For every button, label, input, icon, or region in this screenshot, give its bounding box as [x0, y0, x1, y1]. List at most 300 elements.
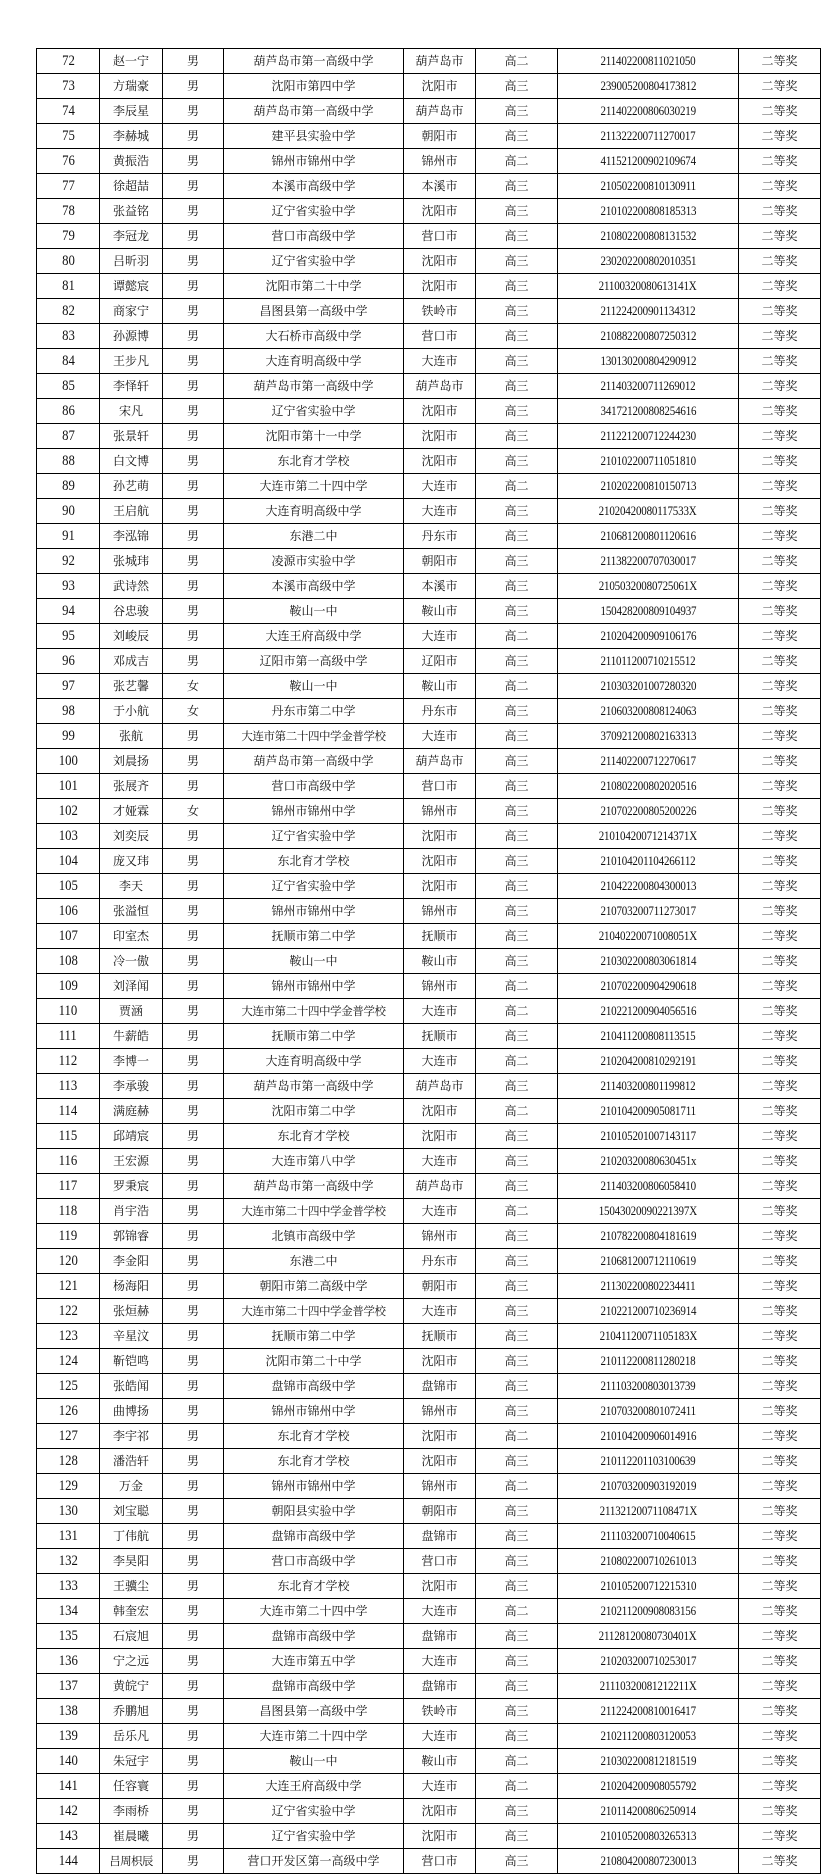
cell-grade: 高三	[476, 699, 558, 724]
cell-award: 二等奖	[739, 1049, 821, 1074]
cell-school: 本溪市高级中学	[224, 574, 404, 599]
cell-gender: 男	[163, 549, 224, 574]
table-row	[37, 1774, 821, 1799]
cell-number: 93	[37, 574, 100, 599]
cell-gender: 男	[163, 999, 224, 1024]
cell-school: 大连市第二十四中学金普学校	[224, 724, 404, 749]
cell-name: 张益铭	[100, 199, 163, 224]
cell-grade: 高二	[476, 674, 558, 699]
cell-school: 东北育才学校	[224, 1449, 404, 1474]
cell-school: 沈阳市第二中学	[224, 1099, 404, 1124]
cell-city: 沈阳市	[404, 1449, 476, 1474]
cell-award: 二等奖	[739, 1649, 821, 1674]
cell-name: 李天	[100, 874, 163, 899]
cell-id-number: 211402200811021050	[558, 49, 739, 74]
table-row	[37, 1074, 821, 1099]
cell-city: 大连市	[404, 1049, 476, 1074]
cell-city: 锦州市	[404, 974, 476, 999]
cell-gender: 男	[163, 1199, 224, 1224]
cell-number: 121	[37, 1274, 100, 1299]
cell-school: 鞍山一中	[224, 1749, 404, 1774]
cell-name: 丁伟航	[100, 1524, 163, 1549]
cell-grade: 高三	[476, 124, 558, 149]
cell-grade: 高三	[476, 1149, 558, 1174]
cell-id-number: 211103200710040615	[558, 1524, 739, 1549]
cell-award: 二等奖	[739, 524, 821, 549]
cell-id-number: 21100320080613141X	[558, 274, 739, 299]
cell-id-number: 210802200808131532	[558, 224, 739, 249]
cell-award: 二等奖	[739, 1174, 821, 1199]
cell-award: 二等奖	[739, 424, 821, 449]
cell-grade: 高三	[476, 724, 558, 749]
cell-grade: 高三	[476, 1724, 558, 1749]
award-list-table	[36, 48, 821, 1874]
table-row	[37, 749, 821, 774]
cell-gender: 男	[163, 649, 224, 674]
cell-award: 二等奖	[739, 1274, 821, 1299]
table-body	[37, 49, 821, 1874]
cell-city: 营口市	[404, 224, 476, 249]
table-row	[37, 924, 821, 949]
cell-gender: 男	[163, 474, 224, 499]
cell-gender: 男	[163, 1524, 224, 1549]
cell-city: 辽阳市	[404, 649, 476, 674]
cell-school: 葫芦岛市第一高级中学	[224, 99, 404, 124]
cell-id-number: 210411200808113515	[558, 1024, 739, 1049]
cell-grade: 高三	[476, 324, 558, 349]
cell-grade: 高三	[476, 1124, 558, 1149]
cell-id-number: 210112200811280218	[558, 1349, 739, 1374]
cell-grade: 高三	[476, 1799, 558, 1824]
cell-name: 才娅霖	[100, 799, 163, 824]
cell-id-number: 341721200808254616	[558, 399, 739, 424]
cell-number: 131	[37, 1524, 100, 1549]
cell-gender: 男	[163, 1599, 224, 1624]
cell-award: 二等奖	[739, 74, 821, 99]
cell-award: 二等奖	[739, 1449, 821, 1474]
table-row	[37, 999, 821, 1024]
cell-school: 东北育才学校	[224, 1424, 404, 1449]
cell-name: 刘宝聪	[100, 1499, 163, 1524]
cell-school: 昌图县第一高级中学	[224, 1699, 404, 1724]
cell-gender: 男	[163, 849, 224, 874]
cell-number: 97	[37, 674, 100, 699]
cell-id-number: 211403200801199812	[558, 1074, 739, 1099]
cell-school: 大连王府高级中学	[224, 1774, 404, 1799]
cell-city: 大连市	[404, 1649, 476, 1674]
cell-name: 李昊阳	[100, 1549, 163, 1574]
cell-grade: 高二	[476, 999, 558, 1024]
cell-city: 盘锦市	[404, 1674, 476, 1699]
cell-grade: 高三	[476, 599, 558, 624]
cell-gender: 男	[163, 174, 224, 199]
cell-number: 76	[37, 149, 100, 174]
cell-id-number: 211402200712270617	[558, 749, 739, 774]
cell-school: 营口市高级中学	[224, 1549, 404, 1574]
table-row	[37, 524, 821, 549]
cell-city: 丹东市	[404, 524, 476, 549]
cell-school: 大石桥市高级中学	[224, 324, 404, 349]
cell-number: 108	[37, 949, 100, 974]
cell-city: 本溪市	[404, 574, 476, 599]
cell-award: 二等奖	[739, 499, 821, 524]
cell-grade: 高三	[476, 1674, 558, 1699]
cell-id-number: 130130200804290912	[558, 349, 739, 374]
table-row	[37, 1349, 821, 1374]
cell-city: 朝阳市	[404, 124, 476, 149]
table-row	[37, 1624, 821, 1649]
table-row	[37, 1724, 821, 1749]
cell-city: 大连市	[404, 474, 476, 499]
cell-number: 99	[37, 724, 100, 749]
table-row	[37, 1224, 821, 1249]
cell-city: 沈阳市	[404, 74, 476, 99]
cell-name: 王宏源	[100, 1149, 163, 1174]
cell-name: 万金	[100, 1474, 163, 1499]
cell-award: 二等奖	[739, 449, 821, 474]
cell-grade: 高三	[476, 849, 558, 874]
cell-award: 二等奖	[739, 549, 821, 574]
table-row	[37, 499, 821, 524]
cell-award: 二等奖	[739, 724, 821, 749]
cell-gender: 女	[163, 699, 224, 724]
cell-city: 大连市	[404, 1149, 476, 1174]
cell-id-number: 21040220071008051X	[558, 924, 739, 949]
cell-number: 77	[37, 174, 100, 199]
cell-city: 沈阳市	[404, 874, 476, 899]
table-row	[37, 349, 821, 374]
cell-school: 沈阳市第四中学	[224, 74, 404, 99]
cell-award: 二等奖	[739, 1099, 821, 1124]
cell-city: 大连市	[404, 1724, 476, 1749]
cell-gender: 男	[163, 1174, 224, 1199]
cell-name: 张景轩	[100, 424, 163, 449]
cell-number: 113	[37, 1074, 100, 1099]
cell-id-number: 210703200903192019	[558, 1474, 739, 1499]
cell-school: 葫芦岛市第一高级中学	[224, 49, 404, 74]
cell-number: 117	[37, 1174, 100, 1199]
cell-number: 98	[37, 699, 100, 724]
cell-id-number: 210204200909106176	[558, 624, 739, 649]
cell-gender: 男	[163, 49, 224, 74]
cell-name: 韩奎宏	[100, 1599, 163, 1624]
cell-id-number: 210102200711051810	[558, 449, 739, 474]
cell-id-number: 21020420080117533X	[558, 499, 739, 524]
table-row	[37, 1124, 821, 1149]
cell-id-number: 370921200802163313	[558, 724, 739, 749]
table-row	[37, 899, 821, 924]
cell-award: 二等奖	[739, 899, 821, 924]
cell-city: 沈阳市	[404, 824, 476, 849]
cell-city: 沈阳市	[404, 849, 476, 874]
cell-award: 二等奖	[739, 1149, 821, 1174]
cell-id-number: 210104201104266112	[558, 849, 739, 874]
cell-city: 葫芦岛市	[404, 1074, 476, 1099]
cell-school: 抚顺市第二中学	[224, 1324, 404, 1349]
cell-gender: 男	[163, 1624, 224, 1649]
cell-number: 111	[37, 1024, 100, 1049]
cell-id-number: 210681200712110619	[558, 1249, 739, 1274]
cell-gender: 男	[163, 1399, 224, 1424]
cell-number: 78	[37, 199, 100, 224]
cell-gender: 男	[163, 749, 224, 774]
cell-city: 大连市	[404, 1774, 476, 1799]
cell-name: 印室杰	[100, 924, 163, 949]
cell-number: 86	[37, 399, 100, 424]
cell-award: 二等奖	[739, 1574, 821, 1599]
cell-name: 李冠龙	[100, 224, 163, 249]
cell-city: 盘锦市	[404, 1524, 476, 1549]
cell-school: 大连市第五中学	[224, 1649, 404, 1674]
table-row	[37, 1274, 821, 1299]
table-row	[37, 174, 821, 199]
cell-id-number: 211011200710215512	[558, 649, 739, 674]
cell-city: 丹东市	[404, 699, 476, 724]
cell-number: 133	[37, 1574, 100, 1599]
cell-number: 141	[37, 1774, 100, 1799]
cell-gender: 男	[163, 1049, 224, 1074]
cell-grade: 高三	[476, 824, 558, 849]
cell-gender: 男	[163, 624, 224, 649]
cell-award: 二等奖	[739, 1349, 821, 1374]
cell-number: 104	[37, 849, 100, 874]
cell-name: 刘泽闻	[100, 974, 163, 999]
table-row	[37, 424, 821, 449]
cell-id-number: 210303201007280320	[558, 674, 739, 699]
cell-number: 119	[37, 1224, 100, 1249]
cell-id-number: 210202200810150713	[558, 474, 739, 499]
table-row	[37, 149, 821, 174]
table-row	[37, 1749, 821, 1774]
cell-city: 朝阳市	[404, 1274, 476, 1299]
cell-school: 大连市第二十四中学	[224, 1599, 404, 1624]
cell-number: 91	[37, 524, 100, 549]
cell-name: 乔鹏旭	[100, 1699, 163, 1724]
table-row	[37, 1249, 821, 1274]
cell-grade: 高三	[476, 1024, 558, 1049]
cell-school: 昌图县第一高级中学	[224, 299, 404, 324]
cell-city: 锦州市	[404, 149, 476, 174]
cell-name: 李雨桥	[100, 1799, 163, 1824]
cell-number: 125	[37, 1374, 100, 1399]
cell-award: 二等奖	[739, 999, 821, 1024]
cell-gender: 男	[163, 824, 224, 849]
cell-city: 沈阳市	[404, 274, 476, 299]
cell-school: 朝阳市第二高级中学	[224, 1274, 404, 1299]
table-row	[37, 599, 821, 624]
cell-grade: 高二	[476, 1774, 558, 1799]
cell-city: 鞍山市	[404, 1749, 476, 1774]
cell-grade: 高二	[476, 49, 558, 74]
cell-school: 沈阳市第二十中学	[224, 274, 404, 299]
cell-gender: 男	[163, 1249, 224, 1274]
cell-school: 凌源市实验中学	[224, 549, 404, 574]
cell-gender: 男	[163, 1474, 224, 1499]
cell-number: 102	[37, 799, 100, 824]
cell-id-number: 210782200804181619	[558, 1224, 739, 1249]
cell-award: 二等奖	[739, 1424, 821, 1449]
cell-number: 80	[37, 249, 100, 274]
cell-grade: 高三	[476, 1449, 558, 1474]
cell-id-number: 210221200710236914	[558, 1299, 739, 1324]
cell-award: 二等奖	[739, 1824, 821, 1849]
cell-school: 丹东市第二中学	[224, 699, 404, 724]
cell-city: 本溪市	[404, 174, 476, 199]
cell-gender: 男	[163, 949, 224, 974]
cell-gender: 男	[163, 1274, 224, 1299]
cell-award: 二等奖	[739, 699, 821, 724]
cell-number: 134	[37, 1599, 100, 1624]
cell-grade: 高二	[476, 624, 558, 649]
cell-name: 徐超喆	[100, 174, 163, 199]
table-row	[37, 1699, 821, 1724]
cell-grade: 高三	[476, 649, 558, 674]
cell-school: 营口开发区第一高级中学	[224, 1849, 404, 1874]
cell-city: 锦州市	[404, 1224, 476, 1249]
cell-id-number: 210681200801120616	[558, 524, 739, 549]
cell-school: 大连市第八中学	[224, 1149, 404, 1174]
cell-id-number: 15043020090221397X	[558, 1199, 739, 1224]
cell-name: 刘峻辰	[100, 624, 163, 649]
cell-school: 抚顺市第二中学	[224, 1024, 404, 1049]
cell-grade: 高二	[476, 149, 558, 174]
cell-grade: 高三	[476, 1299, 558, 1324]
table-row	[37, 1024, 821, 1049]
cell-award: 二等奖	[739, 1374, 821, 1399]
cell-number: 89	[37, 474, 100, 499]
table-row	[37, 624, 821, 649]
cell-school: 朝阳县实验中学	[224, 1499, 404, 1524]
cell-number: 81	[37, 274, 100, 299]
cell-city: 丹东市	[404, 1249, 476, 1274]
cell-city: 沈阳市	[404, 1124, 476, 1149]
cell-grade: 高三	[476, 1399, 558, 1424]
cell-award: 二等奖	[739, 1624, 821, 1649]
cell-name: 黄皖宁	[100, 1674, 163, 1699]
cell-gender: 男	[163, 1024, 224, 1049]
cell-award: 二等奖	[739, 874, 821, 899]
cell-grade: 高二	[476, 1474, 558, 1499]
cell-gender: 男	[163, 374, 224, 399]
cell-grade: 高三	[476, 524, 558, 549]
cell-school: 鞍山一中	[224, 599, 404, 624]
cell-school: 锦州市锦州中学	[224, 1474, 404, 1499]
cell-name: 李赫城	[100, 124, 163, 149]
cell-gender: 男	[163, 899, 224, 924]
cell-gender: 男	[163, 1549, 224, 1574]
cell-school: 盘锦市高级中学	[224, 1674, 404, 1699]
cell-school: 大连育明高级中学	[224, 1049, 404, 1074]
cell-grade: 高三	[476, 74, 558, 99]
cell-number: 109	[37, 974, 100, 999]
cell-award: 二等奖	[739, 1599, 821, 1624]
cell-gender: 男	[163, 449, 224, 474]
table-row	[37, 1549, 821, 1574]
cell-gender: 男	[163, 124, 224, 149]
cell-grade: 高三	[476, 1499, 558, 1524]
cell-gender: 男	[163, 1749, 224, 1774]
cell-award: 二等奖	[739, 1324, 821, 1349]
table-row	[37, 1599, 821, 1624]
cell-id-number: 210703200711273017	[558, 899, 739, 924]
cell-grade: 高三	[476, 1524, 558, 1549]
cell-city: 葫芦岛市	[404, 99, 476, 124]
cell-school: 大连市第二十四中学	[224, 1724, 404, 1749]
table-row	[37, 1324, 821, 1349]
cell-number: 100	[37, 749, 100, 774]
cell-name: 刘奕辰	[100, 824, 163, 849]
cell-school: 营口市高级中学	[224, 774, 404, 799]
table-row	[37, 1499, 821, 1524]
cell-name: 贾涵	[100, 999, 163, 1024]
cell-award: 二等奖	[739, 474, 821, 499]
cell-name: 辛星汶	[100, 1324, 163, 1349]
cell-name: 肖宇浩	[100, 1199, 163, 1224]
cell-number: 72	[37, 49, 100, 74]
cell-id-number: 210102200808185313	[558, 199, 739, 224]
cell-name: 谭懿宸	[100, 274, 163, 299]
cell-award: 二等奖	[739, 1124, 821, 1149]
cell-gender: 男	[163, 499, 224, 524]
cell-id-number: 210804200807230013	[558, 1849, 739, 1874]
cell-school: 沈阳市第二十中学	[224, 1349, 404, 1374]
cell-city: 沈阳市	[404, 1824, 476, 1849]
cell-city: 沈阳市	[404, 1349, 476, 1374]
cell-grade: 高三	[476, 924, 558, 949]
cell-gender: 男	[163, 1574, 224, 1599]
cell-id-number: 211382200707030017	[558, 549, 739, 574]
table-row	[37, 299, 821, 324]
cell-gender: 男	[163, 1299, 224, 1324]
cell-city: 葫芦岛市	[404, 374, 476, 399]
table-row	[37, 1049, 821, 1074]
cell-number: 129	[37, 1474, 100, 1499]
cell-award: 二等奖	[739, 49, 821, 74]
cell-award: 二等奖	[739, 1724, 821, 1749]
cell-award: 二等奖	[739, 1024, 821, 1049]
cell-grade: 高三	[476, 1249, 558, 1274]
cell-id-number: 210703200801072411	[558, 1399, 739, 1424]
cell-award: 二等奖	[739, 924, 821, 949]
cell-name: 张烜赫	[100, 1299, 163, 1324]
cell-city: 盘锦市	[404, 1624, 476, 1649]
cell-id-number: 21132120071108471X	[558, 1499, 739, 1524]
cell-number: 144	[37, 1849, 100, 1874]
cell-school: 锦州市锦州中学	[224, 799, 404, 824]
cell-award: 二等奖	[739, 1199, 821, 1224]
cell-number: 94	[37, 599, 100, 624]
cell-grade: 高三	[476, 1549, 558, 1574]
table-row	[37, 799, 821, 824]
cell-city: 抚顺市	[404, 924, 476, 949]
cell-school: 东北育才学校	[224, 1574, 404, 1599]
cell-city: 锦州市	[404, 1474, 476, 1499]
cell-number: 115	[37, 1124, 100, 1149]
cell-name: 赵一宁	[100, 49, 163, 74]
cell-name: 吕昕羽	[100, 249, 163, 274]
table-row	[37, 99, 821, 124]
cell-gender: 男	[163, 1074, 224, 1099]
cell-id-number: 210603200808124063	[558, 699, 739, 724]
cell-gender: 男	[163, 199, 224, 224]
cell-name: 任容寰	[100, 1774, 163, 1799]
cell-city: 葫芦岛市	[404, 749, 476, 774]
cell-award: 二等奖	[739, 99, 821, 124]
cell-award: 二等奖	[739, 1224, 821, 1249]
cell-city: 沈阳市	[404, 1424, 476, 1449]
cell-number: 103	[37, 824, 100, 849]
cell-award: 二等奖	[739, 1799, 821, 1824]
